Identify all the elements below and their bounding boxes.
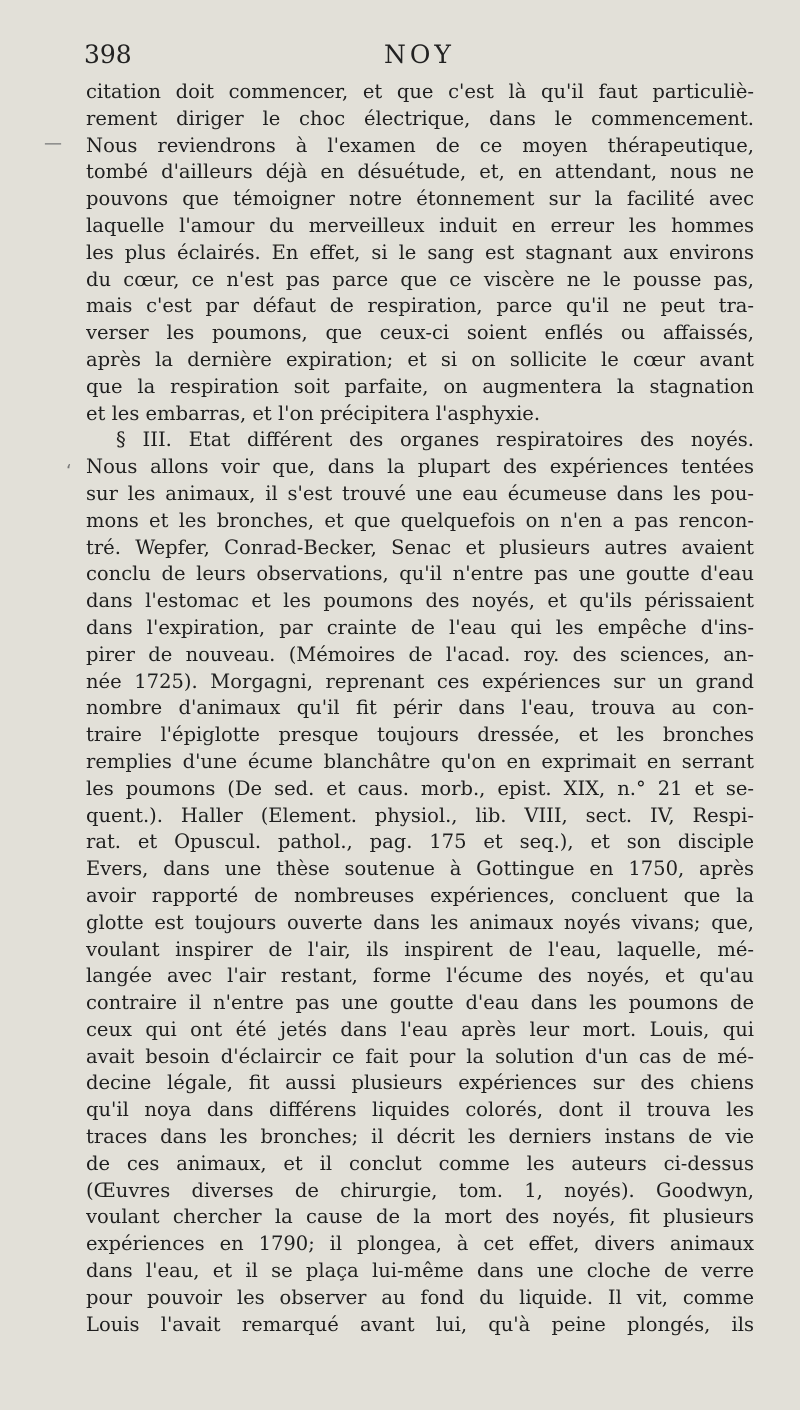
text-line: rat. et Opuscul. pathol., pag. 175 et seq.), et son disciple bbox=[86, 830, 754, 854]
page-header bbox=[84, 40, 754, 80]
text-line: du cœur, ce n'est pas parce que ce viscère ne le pousse pas, bbox=[86, 267, 754, 291]
margin-dash-mark: — bbox=[44, 133, 62, 154]
text-line: tré. Wepfer, Conrad-Becker, Senac et plusieurs autres avaient bbox=[86, 535, 754, 559]
text-line: quent.). Haller (Element. physiol., lib. VIII, sect. IV, Respi- bbox=[86, 803, 754, 827]
body-text bbox=[86, 79, 754, 1338]
running-head: NOY bbox=[384, 40, 455, 69]
text-line: sur les animaux, il s'est trouvé une eau écumeuse dans les pou- bbox=[86, 481, 754, 505]
section-heading: § III. Etat différent des organes respiratoires des noyés. bbox=[116, 428, 754, 452]
text-line: avait besoin d'éclaircir ce fait pour la solution d'un cas de mé- bbox=[86, 1044, 754, 1068]
text-line: Nous allons voir que, dans la plupart des expériences tentées bbox=[86, 455, 754, 479]
text-line: remplies d'une écume blanchâtre qu'on en exprimait en serrant bbox=[86, 749, 754, 773]
text-line: les plus éclairés. En effet, si le sang est stagnant aux environs bbox=[86, 240, 754, 264]
text-line: (Œuvres diverses de chirurgie, tom. 1, noyés). Goodwyn, bbox=[86, 1178, 754, 1202]
text-line: Nous reviendrons à l'examen de ce moyen thérapeutique, bbox=[86, 133, 754, 157]
text-line: dans l'expiration, par crainte de l'eau qui les empêche d'ins- bbox=[86, 615, 754, 639]
text-line: traire l'épiglotte presque toujours dressée, et les bronches bbox=[86, 723, 754, 747]
text-line: verser les poumons, que ceux-ci soient enflés ou affaissés, bbox=[86, 321, 754, 345]
text-line: conclu de leurs observations, qu'il n'entre pas une goutte d'eau bbox=[86, 562, 754, 586]
text-line: pirer de nouveau. (Mémoires de l'acad. roy. des sciences, an- bbox=[86, 642, 754, 666]
margin-quote-mark: ‘ bbox=[66, 461, 72, 482]
text-line: traces dans les bronches; il décrit les derniers instans de vie bbox=[86, 1125, 754, 1149]
text-line: Louis l'avait remarqué avant lui, qu'à peine plongés, ils bbox=[86, 1312, 754, 1336]
text-line: née 1725). Morgagni, reprenant ces expériences sur un grand bbox=[86, 669, 754, 693]
text-line: Evers, dans une thèse soutenue à Gottingue en 1750, après bbox=[86, 857, 754, 881]
text-line: laquelle l'amour du merveilleux induit en erreur les hommes bbox=[86, 213, 754, 237]
text-line: rement diriger le choc électrique, dans le commencement. bbox=[86, 106, 754, 130]
text-line: ceux qui ont été jetés dans l'eau après leur mort. Louis, qui bbox=[86, 1017, 754, 1041]
text-line: nombre d'animaux qu'il fit périr dans l'eau, trouva au con- bbox=[86, 696, 754, 720]
text-line: expériences en 1790; il plongea, à cet effet, divers animaux bbox=[86, 1232, 754, 1256]
text-line: que la respiration soit parfaite, on augmentera la stagnation bbox=[86, 374, 754, 398]
text-line: qu'il noya dans différens liquides colorés, dont il trouva les bbox=[86, 1098, 754, 1122]
text-line: decine légale, fit aussi plusieurs expériences sur des chiens bbox=[86, 1071, 754, 1095]
text-line: de ces animaux, et il conclut comme les auteurs ci-dessus bbox=[86, 1151, 754, 1175]
text-line: pour pouvoir les observer au fond du liquide. Il vit, comme bbox=[86, 1285, 754, 1309]
text-line: les poumons (De sed. et caus. morb., epist. XIX, n.° 21 et se- bbox=[86, 776, 754, 800]
text-line: voulant chercher la cause de la mort des noyés, fit plusieurs bbox=[86, 1205, 754, 1229]
text-line: mais c'est par défaut de respiration, parce qu'il ne peut tra- bbox=[86, 294, 754, 318]
text-line: glotte est toujours ouverte dans les animaux noyés vivans; que, bbox=[86, 910, 754, 934]
text-line: contraire il n'entre pas une goutte d'eau dans les poumons de bbox=[86, 991, 754, 1015]
text-line: tombé d'ailleurs déjà en désuétude, et, en attendant, nous ne bbox=[86, 160, 754, 184]
text-line: après la dernière expiration; et si on sollicite le cœur avant bbox=[86, 347, 754, 371]
text-line: citation doit commencer, et que c'est là qu'il faut particuliè- bbox=[86, 80, 754, 103]
text-line: mons et les bronches, et que quelquefois on n'en a pas rencon- bbox=[86, 508, 754, 532]
text-line: langée avec l'air restant, forme l'écume des noyés, et qu'au bbox=[86, 964, 754, 988]
text-line: et les embarras, et l'on précipitera l'asphyxie. bbox=[86, 401, 541, 425]
text-line: avoir rapporté de nombreuses expériences, concluent que la bbox=[86, 883, 754, 907]
text-line: pouvons que témoigner notre étonnement sur la facilité avec bbox=[86, 187, 754, 211]
text-line: dans l'eau, et il se plaça lui-même dans une cloche de verre bbox=[86, 1259, 754, 1283]
text-line: dans l'estomac et les poumons des noyés, et qu'ils périssaient bbox=[86, 589, 754, 613]
page-number: 398 bbox=[84, 40, 132, 69]
text-line: voulant inspirer de l'air, ils inspirent de l'eau, laquelle, mé- bbox=[86, 937, 754, 961]
